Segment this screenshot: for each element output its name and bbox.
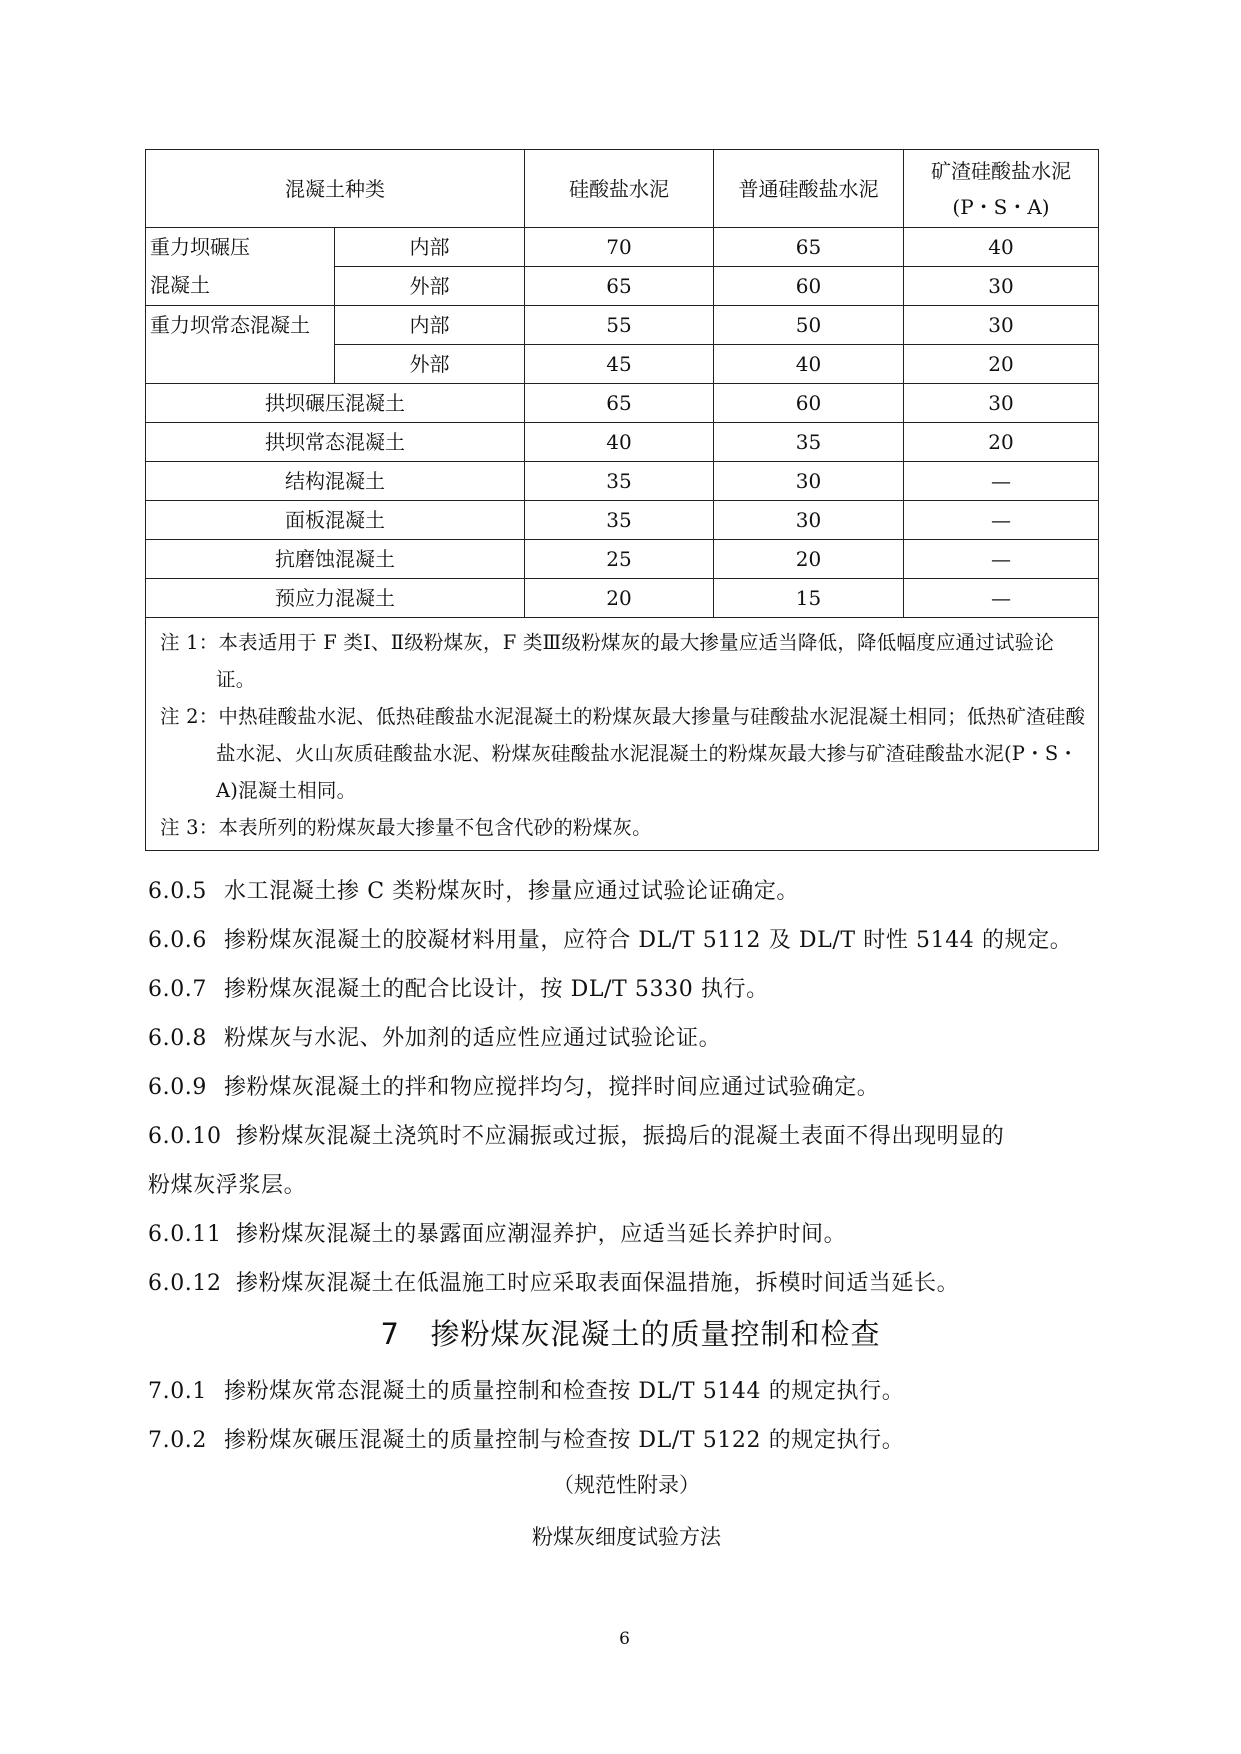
value-cell: 30 (714, 462, 904, 501)
value-cell: 55 (525, 306, 714, 345)
type-cell: 拱坝碾压混凝土 (146, 384, 525, 423)
clause-text: 水工混凝土掺 C 类粉煤灰时，掺量应通过试验论证确定。 (224, 879, 800, 904)
table-note: 注 1：本表适用于 F 类Ⅰ、Ⅱ级粉煤灰，F 类Ⅲ级粉煤灰的最大掺量应适当降低，降低幅度应通过试验论证。 (160, 631, 1055, 691)
group-label-conventional-gravity-dam (146, 306, 335, 384)
value-cell: 60 (714, 384, 904, 423)
header-slag-line2: (P・S・A) (952, 194, 1050, 219)
value-cell: 30 (904, 267, 1099, 306)
clause-number: 7.0.1 (148, 1379, 207, 1404)
value-cell: 40 (525, 423, 714, 462)
value-cell: 40 (714, 345, 904, 384)
chapter-number: 7 (380, 1317, 400, 1351)
part-cell: 内部 (335, 306, 525, 345)
clause-number: 6.0.5 (148, 879, 207, 904)
appendix-title: 粉煤灰细度试验方法 (532, 1525, 721, 1549)
header-portland-cement: 硅酸盐水泥 (525, 150, 714, 228)
value-cell: 60 (714, 267, 904, 306)
type-cell: 拱坝常态混凝土 (146, 423, 525, 462)
clause-number: 6.0.7 (148, 977, 207, 1002)
value-cell: 20 (525, 579, 714, 618)
clause-number: 6.0.8 (148, 1026, 207, 1051)
clause (148, 1210, 1096, 1259)
table-row (146, 540, 1099, 579)
value-cell: 20 (904, 423, 1099, 462)
table-row (146, 501, 1099, 540)
value-cell: 25 (525, 540, 714, 579)
header-slag-portland-cement (904, 150, 1099, 228)
part-cell: 内部 (335, 228, 525, 267)
value-cell: 50 (714, 306, 904, 345)
value-cell: 35 (525, 462, 714, 501)
header-ordinary-portland-cement: 普通硅酸盐水泥 (714, 150, 904, 228)
clause-continuation: 粉煤灰浮浆层。 (148, 1173, 307, 1198)
table-row (146, 579, 1099, 618)
value-cell: 30 (904, 306, 1099, 345)
clause-text: 掺粉煤灰混凝土浇筑时不应漏振或过振，振捣后的混凝土表面不得出现明显的 (236, 1124, 1005, 1149)
clause-text: 粉煤灰与水泥、外加剂的适应性应通过试验论证。 (224, 1026, 722, 1051)
value-cell: 45 (525, 345, 714, 384)
header-concrete-type: 混凝土种类 (146, 150, 525, 228)
table-row (146, 306, 1099, 345)
appendix-type: （规范性附录） (553, 1473, 700, 1497)
table-note: 注 3：本表所列的粉煤灰最大掺量不包含代砂的粉煤灰。 (160, 816, 652, 839)
value-cell: 65 (525, 384, 714, 423)
table-row (146, 423, 1099, 462)
clause-text: 掺粉煤灰混凝土的配合比设计，按 DL/T 5330 执行。 (224, 977, 769, 1002)
type-cell: 预应力混凝土 (146, 579, 525, 618)
type-cell: 抗磨蚀混凝土 (146, 540, 525, 579)
clause (148, 1416, 1096, 1465)
value-cell: 20 (904, 345, 1099, 384)
table-row (146, 384, 1099, 423)
value-cell: 35 (714, 423, 904, 462)
chapter-heading (10, 1312, 1241, 1353)
value-cell: 35 (525, 501, 714, 540)
clause-text: 掺粉煤灰混凝土的暴露面应潮湿养护，应适当延长养护时间。 (236, 1222, 847, 1247)
value-cell: — (904, 462, 1099, 501)
value-cell: 65 (525, 267, 714, 306)
clause-text: 掺粉煤灰混凝土在低温施工时应采取表面保温措施，拆模时间适当延长。 (236, 1271, 960, 1296)
clause (148, 1367, 1096, 1416)
fly-ash-max-content-table (145, 149, 1099, 851)
part-cell: 外部 (335, 267, 525, 306)
clause (148, 1014, 1096, 1063)
clause-number: 6.0.9 (148, 1075, 207, 1100)
table-note: 注 2：中热硅酸盐水泥、低热硅酸盐水泥混凝土的粉煤灰最大掺量与硅酸盐水泥混凝土相同；低热矿渣硅酸盐水泥、火山灰质硅酸盐水泥、粉煤灰硅酸盐水泥混凝土的粉煤灰最大掺与矿渣硅酸盐水泥(P・S・A)混凝土相同。 (160, 705, 1086, 802)
clause-number: 6.0.10 (148, 1124, 222, 1149)
clause-text: 掺粉煤灰常态混凝土的质量控制和检查按 DL/T 5144 的规定执行。 (224, 1379, 905, 1404)
table-header-row (146, 150, 1099, 228)
clauses-section-6 (148, 867, 1096, 1308)
value-cell: 30 (714, 501, 904, 540)
table-notes (146, 618, 1099, 851)
table-notes-row (146, 618, 1099, 851)
chapter-title: 掺粉煤灰混凝土的质量控制和检查 (430, 1317, 881, 1351)
clause-text: 掺粉煤灰混凝土的拌和物应搅拌均匀，搅拌时间应通过试验确定。 (224, 1075, 880, 1100)
clause (148, 1259, 1096, 1308)
clause-text: 掺粉煤灰碾压混凝土的质量控制与检查按 DL/T 5122 的规定执行。 (224, 1428, 905, 1453)
clause-number: 7.0.2 (148, 1428, 207, 1453)
table-row (146, 462, 1099, 501)
clause (148, 916, 1096, 965)
group-label-line: 重力坝碾压 (150, 235, 250, 259)
value-cell: 65 (714, 228, 904, 267)
value-cell: — (904, 501, 1099, 540)
table-row (146, 228, 1099, 267)
clause (148, 1063, 1096, 1112)
clause (148, 1112, 1096, 1161)
type-cell: 面板混凝土 (146, 501, 525, 540)
value-cell: — (904, 540, 1099, 579)
value-cell: 15 (714, 579, 904, 618)
clause-number: 6.0.11 (148, 1222, 222, 1247)
value-cell: 70 (525, 228, 714, 267)
group-label-line: 重力坝常态混凝土 (150, 313, 310, 337)
clauses-section-7 (148, 1367, 1096, 1465)
value-cell: 20 (714, 540, 904, 579)
type-cell: 结构混凝土 (146, 462, 525, 501)
header-slag-line1: 矿渣硅酸盐水泥 (931, 158, 1071, 183)
value-cell: — (904, 579, 1099, 618)
clause (148, 965, 1096, 1014)
clause-text: 掺粉煤灰混凝土的胶凝材料用量，应符合 DL/T 5112 及 DL/T 时性 5144 的规定。 (224, 928, 1073, 953)
value-cell: 30 (904, 384, 1099, 423)
clause (148, 867, 1096, 916)
clause-number: 6.0.12 (148, 1271, 222, 1296)
part-cell: 外部 (335, 345, 525, 384)
clause-number: 6.0.6 (148, 928, 207, 953)
group-label-rcc-gravity-dam (146, 228, 335, 306)
value-cell: 40 (904, 228, 1099, 267)
group-label-line: 混凝土 (150, 273, 210, 297)
page-number: 6 (619, 1629, 630, 1649)
